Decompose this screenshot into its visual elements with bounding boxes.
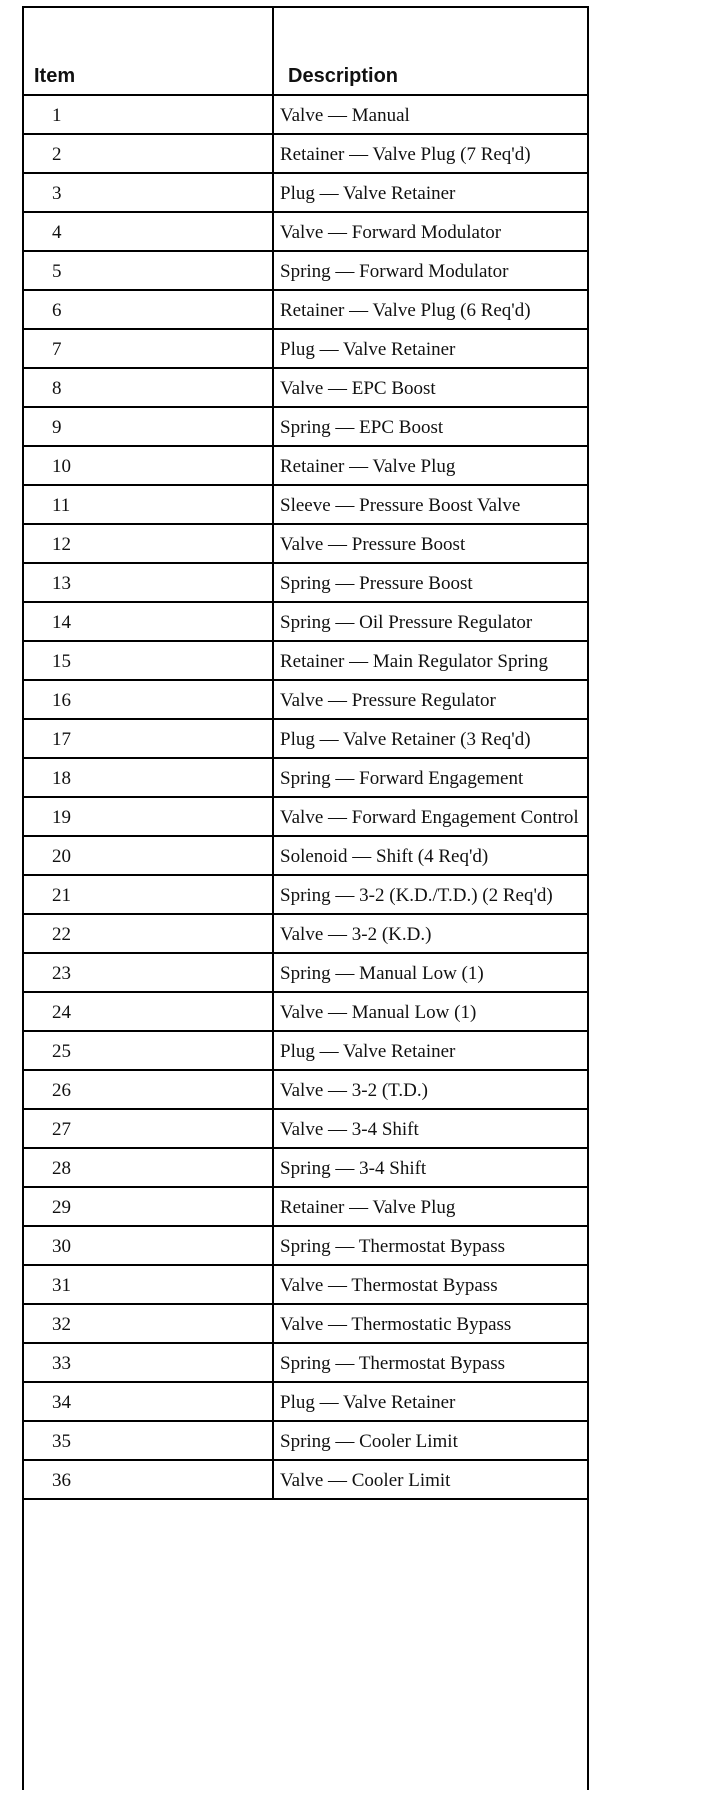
item-description: Retainer — Valve Plug <box>273 1187 588 1226</box>
item-number: 25 <box>23 1031 273 1070</box>
table-body <box>23 95 588 1499</box>
table-row <box>23 1031 588 1070</box>
item-description: Valve — Thermostat Bypass <box>273 1265 588 1304</box>
item-number: 3 <box>23 173 273 212</box>
item-number: 16 <box>23 680 273 719</box>
item-description: Valve — EPC Boost <box>273 368 588 407</box>
item-number: 36 <box>23 1460 273 1499</box>
item-number: 5 <box>23 251 273 290</box>
table-row <box>23 1226 588 1265</box>
item-number: 19 <box>23 797 273 836</box>
item-description: Valve — Manual <box>273 95 588 134</box>
table-row <box>23 1109 588 1148</box>
item-description: Retainer — Valve Plug (7 Req'd) <box>273 134 588 173</box>
table-row <box>23 680 588 719</box>
table-row <box>23 407 588 446</box>
item-description: Retainer — Valve Plug (6 Req'd) <box>273 290 588 329</box>
table-row <box>23 563 588 602</box>
item-number: 31 <box>23 1265 273 1304</box>
item-description: Plug — Valve Retainer <box>273 1031 588 1070</box>
item-number: 10 <box>23 446 273 485</box>
item-description: Sleeve — Pressure Boost Valve <box>273 485 588 524</box>
item-description: Plug — Valve Retainer (3 Req'd) <box>273 719 588 758</box>
item-number: 20 <box>23 836 273 875</box>
item-number: 26 <box>23 1070 273 1109</box>
item-description: Valve — Cooler Limit <box>273 1460 588 1499</box>
item-number: 17 <box>23 719 273 758</box>
item-number: 13 <box>23 563 273 602</box>
column-divider <box>272 6 274 61</box>
table-row <box>23 1460 588 1499</box>
parts-table <box>22 61 589 1500</box>
item-description: Retainer — Main Regulator Spring <box>273 641 588 680</box>
item-number: 9 <box>23 407 273 446</box>
table-row <box>23 1265 588 1304</box>
table-row <box>23 485 588 524</box>
table-row <box>23 524 588 563</box>
item-number: 29 <box>23 1187 273 1226</box>
table-row <box>23 875 588 914</box>
item-number: 24 <box>23 992 273 1031</box>
item-description: Plug — Valve Retainer <box>273 329 588 368</box>
table-row <box>23 95 588 134</box>
item-description: Spring — Forward Modulator <box>273 251 588 290</box>
item-number: 11 <box>23 485 273 524</box>
table-row <box>23 1187 588 1226</box>
item-number: 35 <box>23 1421 273 1460</box>
item-number: 18 <box>23 758 273 797</box>
table-row <box>23 836 588 875</box>
item-description: Spring — Manual Low (1) <box>273 953 588 992</box>
item-description: Spring — EPC Boost <box>273 407 588 446</box>
table-row <box>23 251 588 290</box>
item-number: 6 <box>23 290 273 329</box>
item-description: Plug — Valve Retainer <box>273 1382 588 1421</box>
item-description: Valve — 3-4 Shift <box>273 1109 588 1148</box>
table-row <box>23 641 588 680</box>
item-description: Valve — Pressure Boost <box>273 524 588 563</box>
item-description: Spring — Pressure Boost <box>273 563 588 602</box>
item-number: 1 <box>23 95 273 134</box>
table-row <box>23 1070 588 1109</box>
table-row <box>23 1382 588 1421</box>
item-description: Spring — Thermostat Bypass <box>273 1226 588 1265</box>
table-row <box>23 719 588 758</box>
item-description: Spring — 3-4 Shift <box>273 1148 588 1187</box>
table-row <box>23 212 588 251</box>
item-number: 28 <box>23 1148 273 1187</box>
table-row <box>23 1421 588 1460</box>
table-row <box>23 1304 588 1343</box>
table-row <box>23 329 588 368</box>
item-number: 14 <box>23 602 273 641</box>
table-row <box>23 797 588 836</box>
item-number: 4 <box>23 212 273 251</box>
table-row <box>23 914 588 953</box>
item-description: Valve — 3-2 (T.D.) <box>273 1070 588 1109</box>
item-number: 22 <box>23 914 273 953</box>
item-number: 12 <box>23 524 273 563</box>
item-number: 7 <box>23 329 273 368</box>
table-row <box>23 290 588 329</box>
item-number: 34 <box>23 1382 273 1421</box>
item-number: 8 <box>23 368 273 407</box>
item-description: Spring — Cooler Limit <box>273 1421 588 1460</box>
item-description: Valve — 3-2 (K.D.) <box>273 914 588 953</box>
item-description: Valve — Pressure Regulator <box>273 680 588 719</box>
item-number: 23 <box>23 953 273 992</box>
item-number: 15 <box>23 641 273 680</box>
item-description: Plug — Valve Retainer <box>273 173 588 212</box>
item-description: Retainer — Valve Plug <box>273 446 588 485</box>
table-row <box>23 1148 588 1187</box>
table-row <box>23 173 588 212</box>
item-number: 2 <box>23 134 273 173</box>
table-row <box>23 758 588 797</box>
table-row <box>23 602 588 641</box>
table-row <box>23 953 588 992</box>
table-row <box>23 134 588 173</box>
item-description: Spring — Thermostat Bypass <box>273 1343 588 1382</box>
table-row <box>23 992 588 1031</box>
item-number: 21 <box>23 875 273 914</box>
table-row <box>23 1343 588 1382</box>
item-number: 27 <box>23 1109 273 1148</box>
item-number: 32 <box>23 1304 273 1343</box>
item-number: 30 <box>23 1226 273 1265</box>
item-description: Valve — Forward Modulator <box>273 212 588 251</box>
item-description: Solenoid — Shift (4 Req'd) <box>273 836 588 875</box>
item-description: Spring — 3-2 (K.D./T.D.) (2 Req'd) <box>273 875 588 914</box>
item-description: Valve — Thermostatic Bypass <box>273 1304 588 1343</box>
item-description: Valve — Manual Low (1) <box>273 992 588 1031</box>
header-item: Item <box>23 61 273 95</box>
item-number: 33 <box>23 1343 273 1382</box>
table-row <box>23 446 588 485</box>
header-description: Description <box>273 61 588 95</box>
item-description: Valve — Forward Engagement Control <box>273 797 588 836</box>
table-row <box>23 368 588 407</box>
item-description: Spring — Forward Engagement <box>273 758 588 797</box>
item-description: Spring — Oil Pressure Regulator <box>273 602 588 641</box>
table-header-row <box>23 61 588 95</box>
